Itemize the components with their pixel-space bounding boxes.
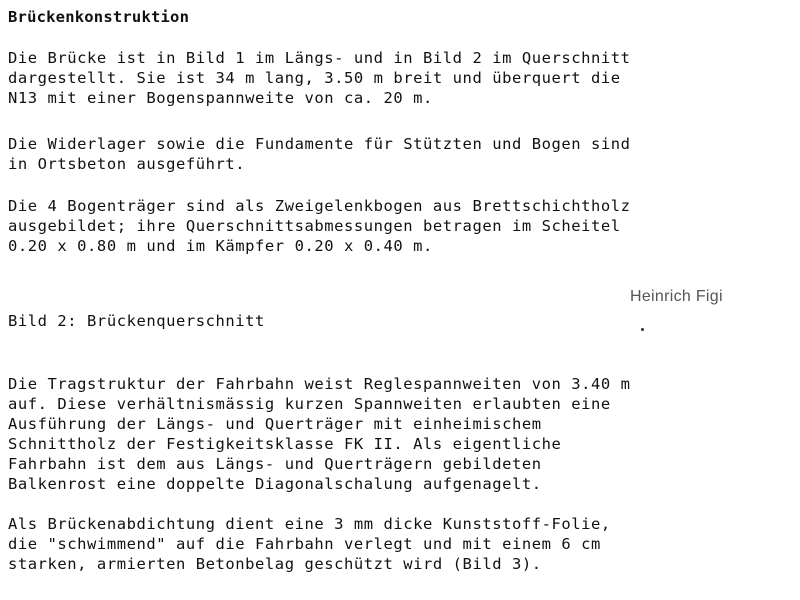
text-line: dargestellt. Sie ist 34 m lang, 3.50 m breit und überquert die: [8, 69, 621, 87]
text-line: N13 mit einer Bogenspannweite von ca. 20 m.: [8, 89, 433, 107]
author-name: Heinrich Figi: [630, 288, 723, 305]
text-line: Ausführung der Längs- und Querträger mit einheimischem: [8, 415, 542, 433]
text-line: Die 4 Bogenträger sind als Zweigelenkbogen aus Brettschichtholz: [8, 197, 631, 215]
paragraph-bridge-overview: [8, 48, 631, 108]
section-heading: Brückenkonstruktion: [8, 8, 190, 26]
text-line: die "schwimmend" auf die Fahrbahn verlegt und mit einem 6 cm: [8, 535, 601, 553]
paragraph-abutments: [8, 134, 631, 174]
paragraph-deck-structure: [8, 374, 631, 494]
text-line: Die Widerlager sowie die Fundamente für Stützten und Bogen sind: [8, 135, 631, 153]
text-line: Die Tragstruktur der Fahrbahn weist Reglespannweiten von 3.40 m: [8, 375, 631, 393]
paragraph-arch-beams: [8, 196, 631, 256]
figure-caption: Bild 2: Brückenquerschnitt: [8, 312, 265, 330]
text-line: Schnittholz der Festigkeitsklasse FK II. Als eigentliche: [8, 435, 562, 453]
text-line: Fahrbahn ist dem aus Längs- und Querträgern gebildeten: [8, 455, 542, 473]
text-line: starken, armierten Betonbelag geschützt wird (Bild 3).: [8, 555, 542, 573]
scan-speck: [641, 328, 644, 331]
text-line: Balkenrost eine doppelte Diagonalschalung aufgenagelt.: [8, 475, 542, 493]
text-line: Als Brückenabdichtung dient eine 3 mm dicke Kunststoff-Folie,: [8, 515, 611, 533]
text-line: 0.20 x 0.80 m und im Kämpfer 0.20 x 0.40 m.: [8, 237, 433, 255]
text-line: in Ortsbeton ausgeführt.: [8, 155, 246, 173]
paragraph-waterproofing: [8, 514, 611, 574]
text-line: ausgebildet; ihre Querschnittsabmessungen betragen im Scheitel: [8, 217, 621, 235]
text-line: auf. Diese verhältnismässig kurzen Spannweiten erlaubten eine: [8, 395, 611, 413]
text-line: Die Brücke ist in Bild 1 im Längs- und in Bild 2 im Querschnitt: [8, 49, 631, 67]
